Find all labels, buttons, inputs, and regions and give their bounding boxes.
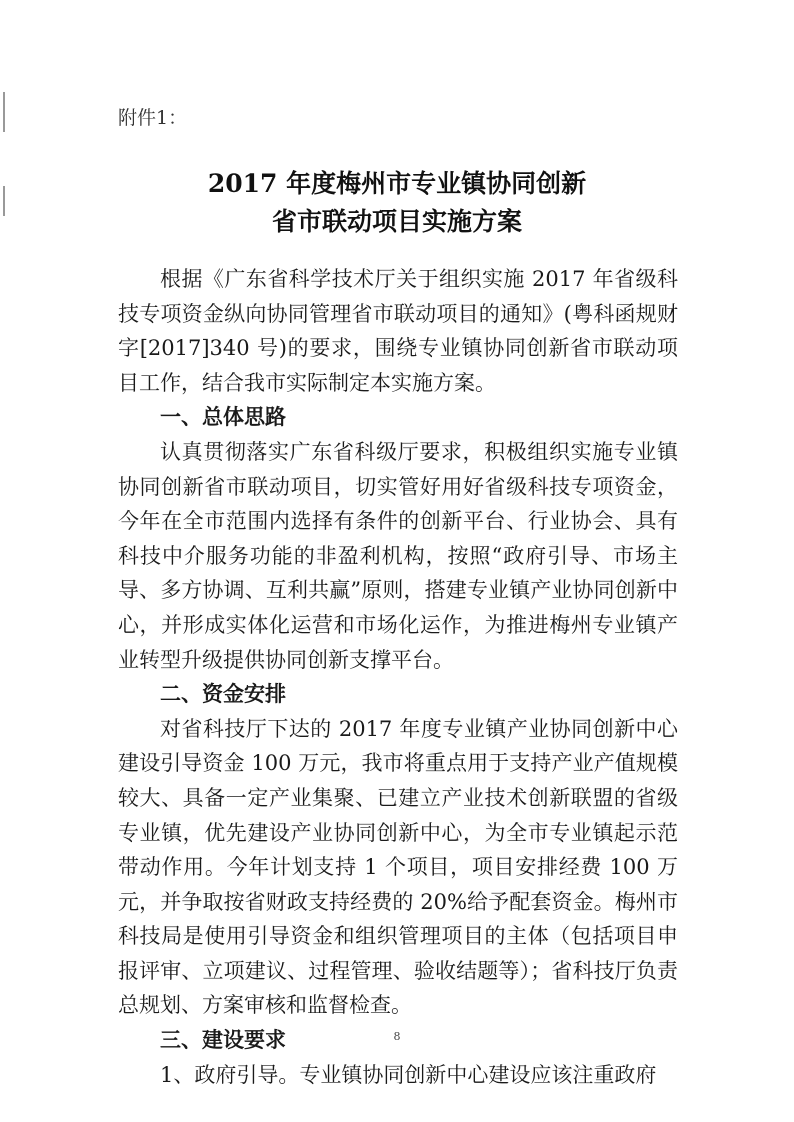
document-title-line-1: 2017 年度梅州市专业镇协同创新 <box>207 169 587 198</box>
document-body <box>118 262 678 1092</box>
document-title-line-2: 省市联动项目实施方案 <box>271 207 522 236</box>
section-heading: 一、总体思路 <box>160 404 286 430</box>
scan-margin-mark <box>3 92 5 132</box>
section-paragraph: 1、政府引导。专业镇协同创新中心建设应该注重政府 <box>160 1062 657 1087</box>
section-paragraph: 对省科技厅下达的 2017 年度专业镇产业协同创新中心建设引导资金 100 万元，我市将重点用于支持产业产值规模较大、具备一定产业集聚、已建立产业技术创新联盟的省级专业镇，优先建设产业协同创新中心，为全市专业镇起示范带动作用。今年计划支持 1 个项目，项目安排经费 100 万元，并争取按省财政支持经费的 20%给予配套资金。梅州市科技局是使用引导资金和组织管理项目的主体（包括项目申报评审、立项建议、过程管理、验收结题等）；省科技厅负责总规划、方案审核和监督检查。 <box>118 716 678 1018</box>
attachment-label: 附件1： <box>118 107 188 129</box>
section-heading: 三、建设要求 <box>160 1027 286 1053</box>
section-heading: 二、资金安排 <box>160 681 286 707</box>
page-number: 8 <box>393 1030 401 1043</box>
section-paragraph: 认真贯彻落实广东省科级厅要求，积极组织实施专业镇协同创新省市联动项目，切实管好用好省级科技专项资金，今年在全市范围内选择有条件的创新平台、行业协会、具有科技中介服务功能的非盈利机构，按照“政府引导、市场主导、多方协调、互利共赢”原则，搭建专业镇产业协同创新中心，并形成实体化运营和市场化运作，为推进梅州专业镇产业转型升级提供协同创新支撑平台。 <box>118 439 678 672</box>
intro-paragraph: 根据《广东省科学技术厅关于组织实施 2017 年省级科技专项资金纵向协同管理省市联动项目的通知》(粤科函规财字[2017]340 号)的要求，围绕专业镇协同创新省市联动项目工作，结合我市实际制定本实施方案。 <box>118 267 678 395</box>
